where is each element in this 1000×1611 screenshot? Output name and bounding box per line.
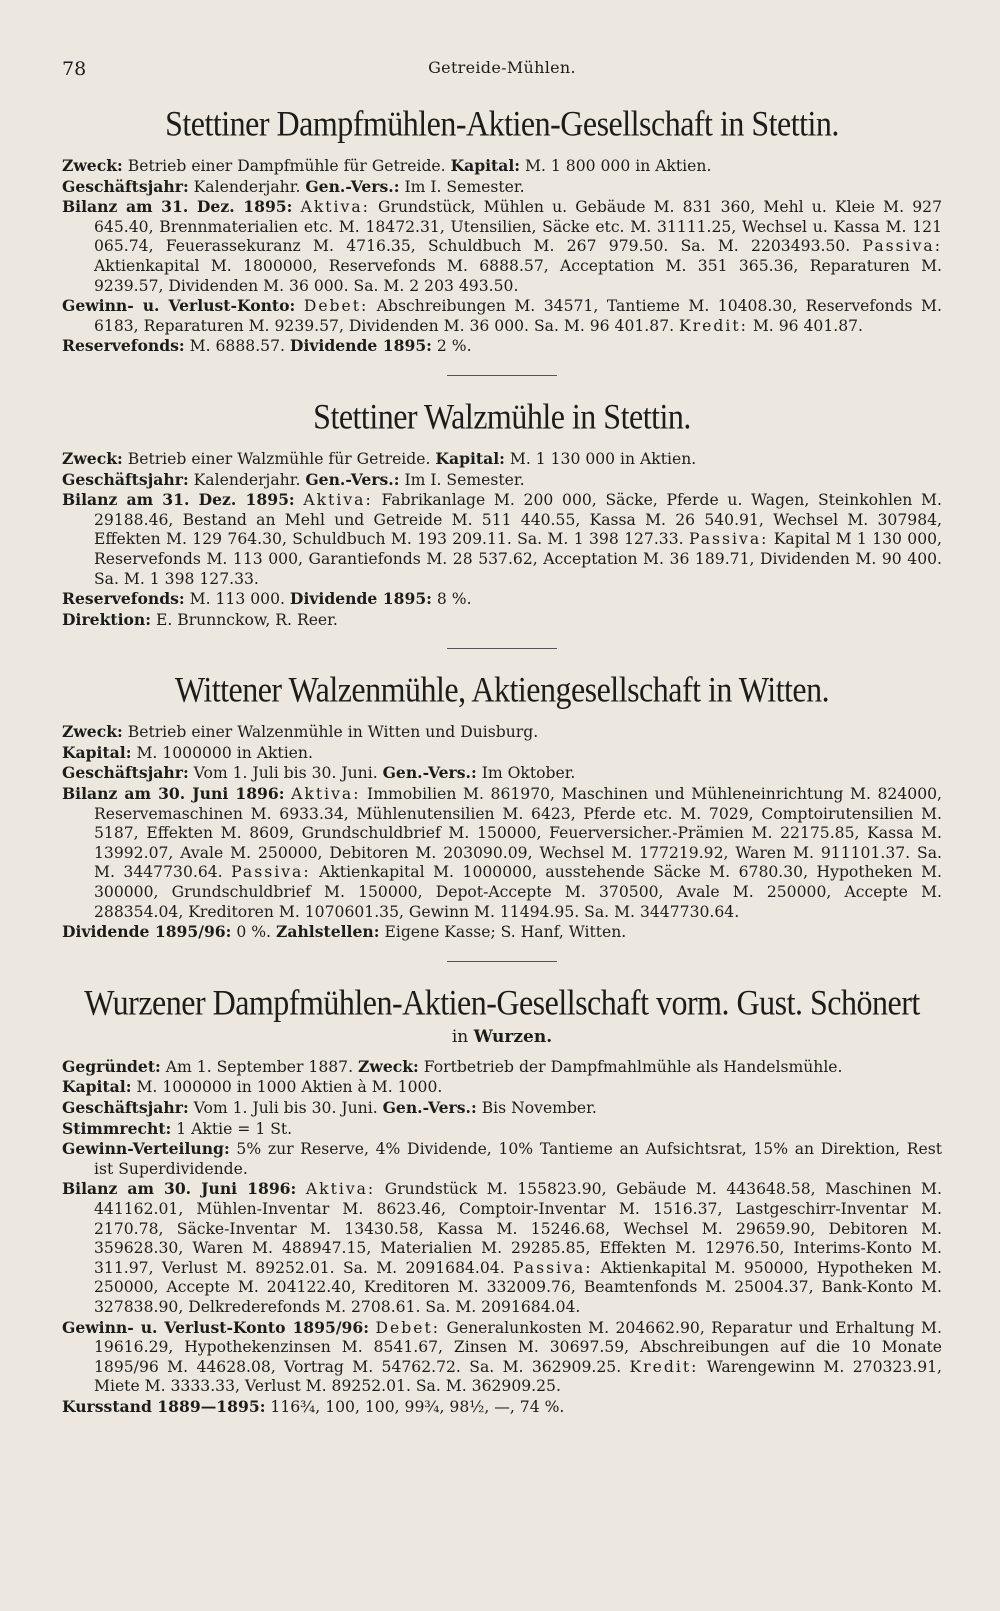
entry-text: Kalenderjahr. (188, 177, 306, 196)
entry-text: Vom 1. Juli bis 30. Juni. (188, 764, 383, 783)
entry-text: M. 6888.57. (184, 337, 290, 356)
entry-text: Aktienkapital M. 950000, Hypotheken M. 250000, Accepte M. 204122.40, Kreditoren M. 332009.76, Beamtenfonds M. 25004.37, Bank-Konto M. 327838.90, Delkrederefonds M. 2708.61. Sa. M. 2091684.04. (94, 1258, 942, 1316)
entry-keyword: Geschäftsjahr: (62, 176, 189, 196)
entry-paragraph (62, 156, 942, 177)
entry-keyword: Kapital: (62, 742, 132, 762)
entry-text: Immobilien M. 861970, Maschinen und Mühleneinrichtung M. 824000, Reservemaschinen M. 6933.34, Mühlenutensilien M. 6423, Pferde etc. M. 7029, Comptoirutensilien M. 5187, Effekten M. 8609, Grundschuldbrief M. 150000, Feuerversicher.-Prämien M. 22175.85, Kassa M. 13992.07, Avale M. 250000, Debitoren M. 203090.09, Wechsel M. 177219.92, Waren M. 911101.37. Sa. M. 3447730.64. (94, 785, 942, 882)
entry-subheading: Aktiva: (291, 785, 361, 804)
entry-keyword: Direktion: (62, 609, 152, 629)
entry-text: Kalenderjahr. (188, 470, 306, 489)
entry-text: Betrieb einer Walzmühle für Getreide. (122, 449, 436, 468)
company-section (62, 395, 943, 630)
company-title: Wittener Walzenmühle, Aktiengesellschaft in Witten. (174, 669, 830, 710)
entry-keyword: Dividende 1895: (289, 589, 432, 609)
entry-text: Im I. Semester. (399, 470, 525, 489)
entry-text: Generalunkosten M. 204662.90, Reparatur und Erhaltung M. 19616.29, Hypothekenzinsen M. 8541.67, Zinsen M. 30697.59, Abschreibungen auf die 10 Monate 1895/96 M. 44628.08, Vortrag M. 54762.72. Sa. M. 362909.25. (94, 1318, 942, 1376)
entry-text: 1 Aktie = 1 St. (171, 1119, 293, 1138)
entry-keyword: Kapital: (450, 156, 521, 175)
entry-paragraph (62, 610, 942, 631)
entry-keyword: Gen.-Vers.: (382, 1098, 477, 1117)
entry-text: Eigene Kasse; S. Hanf, Witten. (379, 923, 627, 942)
entry-keyword: Reservefonds: (62, 589, 185, 609)
subtitle-prefix: in (451, 1026, 474, 1047)
entry-keyword: Bilanz am 30. Juni 1896: (62, 784, 285, 804)
entry-keyword: Zweck: (62, 722, 123, 742)
company-title: Stettiner Walzmühle in Stettin. (313, 395, 691, 437)
entry-text: Betrieb einer Dampfmühle für Getreide. (122, 157, 451, 175)
entry-subheading: Aktiva: (305, 1180, 376, 1199)
entry-text: Grundstück, Mühlen u. Gebäude M. 831 360, Mehl u. Kleie M. 927 645.40, Brennmaterialien etc. M. 18472.31, Utensilien, Säcke etc. M. 31111.25, Wechsel u. Kassa M. 121 065.74, Feuerassekuranz M. 4716.35, Schuldbuch M. 267 979.50. Sa. M. 2203493.50. (94, 198, 942, 256)
entry-paragraph (62, 177, 942, 198)
company-title: Stettiner Dampfmühlen-Aktien-Gesellschaft in Stettin. (165, 102, 839, 144)
entry-paragraph (62, 589, 942, 610)
entry-paragraph (62, 763, 942, 784)
entry-text: Aktienkapital M. 1800000, Reservefonds M. 6888.57, Acceptation M. 351 365.36, Reparaturen M. 9239.57, Dividenden M. 36 000. Sa. M. 2 203 493.50. (94, 256, 942, 295)
entry-paragraph (62, 784, 942, 922)
entry-subheading: Aktiva: (303, 491, 373, 510)
entry-subheading: Passiva: (513, 1258, 593, 1277)
entry-paragraph (62, 1139, 942, 1179)
page-number: 78 (62, 58, 87, 80)
entry-paragraph (62, 722, 942, 743)
entry-keyword: Gewinn-Verteilung: (62, 1139, 230, 1159)
entry-paragraph (62, 1179, 942, 1317)
entry-text: M. 113 000. (184, 590, 290, 609)
entry-text: Bis November. (476, 1099, 597, 1117)
entry-paragraph (62, 1119, 942, 1140)
entry-text: M. 1 130 000 in Aktien. (504, 449, 697, 468)
entry-text: Fabrikanlage M. 200 000, Säcke, Pferde u. Wagen, Steinkohlen M. 29188.46, Bestand an Mehl und Getreide M. 511 440.55, Kassa M. 26 540.91, Wechsel M. 307984, Effekten M. 129 764.30, Schuldbuch M. 193 209.11. Sa. M. 1 398 127.33. (94, 491, 942, 549)
entry-paragraph (62, 1057, 942, 1078)
entry-keyword: Gen.-Vers.: (305, 469, 400, 489)
entry-keyword: Gewinn- u. Verlust-Konto 1895/96: (62, 1317, 369, 1337)
entry-text: M. 96 401.87. (747, 316, 864, 335)
entry-keyword: Geschäftsjahr: (62, 1098, 189, 1117)
entry-keyword: Kursstand 1889—1895: (62, 1396, 266, 1416)
entry-keyword: Stimmrecht: (62, 1118, 172, 1138)
company-subtitle (62, 1027, 942, 1047)
entry-text: Grundstück M. 155823.90, Gebäude M. 443648.58, Maschinen M. 441162.01, Mühlen-Inventar M. 8623.46, Comptoir-Inventar M. 1516.37, Lastgeschirr-Inventar M. 2170.78, Säcke-Inventar M. 13430.58, Kassa M. 15246.68, Wechsel M. 29659.90, Debitoren M. 359628.30, Waren M. 488947.15, Materialien M. 29285.85, Effekten M. 12976.50, Interims-Konto M. 311.97, Verlust M. 89252.01. Sa. M. 2091684.04. (94, 1180, 942, 1277)
entry-keyword: Gen.-Vers.: (382, 763, 477, 783)
entry-keyword: Bilanz am 31. Dez. 1895: (62, 197, 293, 217)
entry-keyword: Reservefonds: (62, 336, 185, 356)
section-divider (447, 648, 557, 649)
entry-text (295, 297, 304, 315)
entry-text: Fortbetrieb der Dampfmahlmühle als Handelsmühle. (418, 1057, 843, 1076)
entry-subheading: Kredit: (629, 1357, 699, 1376)
entry-keyword: Gewinn- u. Verlust-Konto: (62, 296, 296, 316)
entry-text: M. 1000000 in 1000 Aktien à M. 1000. (131, 1078, 443, 1097)
company-section (62, 981, 943, 1418)
entry-subheading: Aktiva: (300, 198, 370, 217)
subtitle-place: Wurzen. (473, 1026, 553, 1047)
entry-subheading: Passiva: (231, 863, 311, 882)
entry-keyword: Dividende 1895/96: (62, 922, 232, 942)
entry-paragraph (62, 490, 942, 589)
entry-text: Am 1. September 1887. (160, 1057, 359, 1076)
entry-keyword: Zweck: (62, 448, 123, 468)
entry-keyword: Kapital: (435, 448, 505, 468)
entry-text: M. 1000000 in Aktien. (131, 743, 313, 762)
entry-keyword: Geschäftsjahr: (62, 469, 189, 489)
entry-text: M. 1 800 000 in Aktien. (520, 157, 712, 175)
entry-text: Im I. Semester. (399, 177, 525, 196)
entry-paragraph (62, 449, 942, 470)
entry-text: Abschreibungen M. 34571, Tantieme M. 10408.30, Reservefonds M. 6183, Reparaturen M. 9239.57, Dividenden M. 36 000. Sa. M. 96 401.87. (94, 297, 942, 335)
entry-keyword: Geschäftsjahr: (62, 763, 189, 783)
entry-keyword: Zweck: (358, 1056, 419, 1076)
entry-text: Kapital M 1 130 000, Reservefonds M. 113 000, Garantiefonds M. 28 537.62, Acceptation M. 36 189.71, Dividenden M. 90 400. Sa. M. 1 398 127.33. (94, 530, 943, 588)
entry-keyword: Bilanz am 30. Juni 1896: (62, 1179, 297, 1199)
entry-paragraph (62, 296, 942, 336)
entry-paragraph (62, 1098, 942, 1119)
entry-paragraph (62, 470, 942, 491)
entry-text: Vom 1. Juli bis 30. Juni. (188, 1099, 383, 1117)
entry-text: E. Brunnckow, R. Reer. (151, 610, 338, 629)
entry-keyword: Kapital: (62, 1077, 132, 1097)
entry-subheading: Debet: (303, 297, 369, 316)
entry-paragraph (62, 1318, 942, 1397)
entry-keyword: Gegründet: (62, 1056, 161, 1076)
entry-text: Aktienkapital M. 1000000, ausstehende Säcke M. 6780.30, Hypotheken M. 300000, Grundschuldbrief M. 150000, Depot-Accepte M. 370500, Avale M. 250000, Accepte M. 288354.04, Kreditoren M. 1070601.35, Gewinn M. 11494.95. Sa. M. 3447730.64. (94, 863, 942, 921)
entry-paragraph (62, 1397, 942, 1418)
entry-paragraph (62, 336, 942, 357)
entry-paragraph (62, 743, 942, 764)
entry-text: 0 %. (231, 923, 276, 942)
entry-text: 8 %. (431, 590, 472, 609)
entry-paragraph (62, 922, 942, 943)
entry-subheading: Passiva: (862, 237, 942, 256)
page-header (62, 58, 942, 88)
company-section (62, 671, 942, 943)
entry-text: Warengewinn M. 270323.91, Miete M. 3333.33, Verlust M. 89252.01. Sa. M. 362909.25. (94, 1357, 943, 1396)
entry-text: 116¾, 100, 100, 99¾, 98½, —, 74 %. (265, 1397, 565, 1416)
entry-text: Im Oktober. (476, 764, 576, 783)
entry-subheading: Passiva: (688, 530, 769, 549)
entry-paragraph (62, 197, 942, 296)
entry-keyword: Bilanz am 31. Dez. 1895: (62, 490, 295, 510)
page-content (62, 102, 943, 1418)
company-title: Wurzener Dampfmühlen-Aktien-Gesellschaft vorm. Gust. Schönert (84, 981, 920, 1022)
entry-keyword: Gen.-Vers.: (305, 176, 400, 196)
entry-subheading: Kredit: (679, 316, 748, 335)
running-title: Getreide-Mühlen. (428, 58, 576, 77)
entry-paragraph (62, 1077, 942, 1098)
entry-text: 2 %. (431, 337, 472, 356)
entry-text (296, 1180, 306, 1198)
entry-keyword: Dividende 1895: (289, 336, 432, 356)
entry-text (292, 198, 300, 216)
entry-text: Betrieb einer Walzenmühle in Witten und Duisburg. (122, 723, 539, 742)
entry-subheading: Debet: (375, 1318, 440, 1337)
entry-keyword: Zweck: (62, 156, 123, 175)
entry-keyword: Zahlstellen: (275, 922, 380, 942)
section-divider (447, 961, 557, 962)
company-section (62, 102, 942, 357)
entry-text: 5% zur Reserve, 4% Dividende, 10% Tantieme an Aufsichtsrat, 15% an Direktion, Rest ist Superdividende. (94, 1140, 942, 1178)
section-divider (447, 375, 557, 376)
